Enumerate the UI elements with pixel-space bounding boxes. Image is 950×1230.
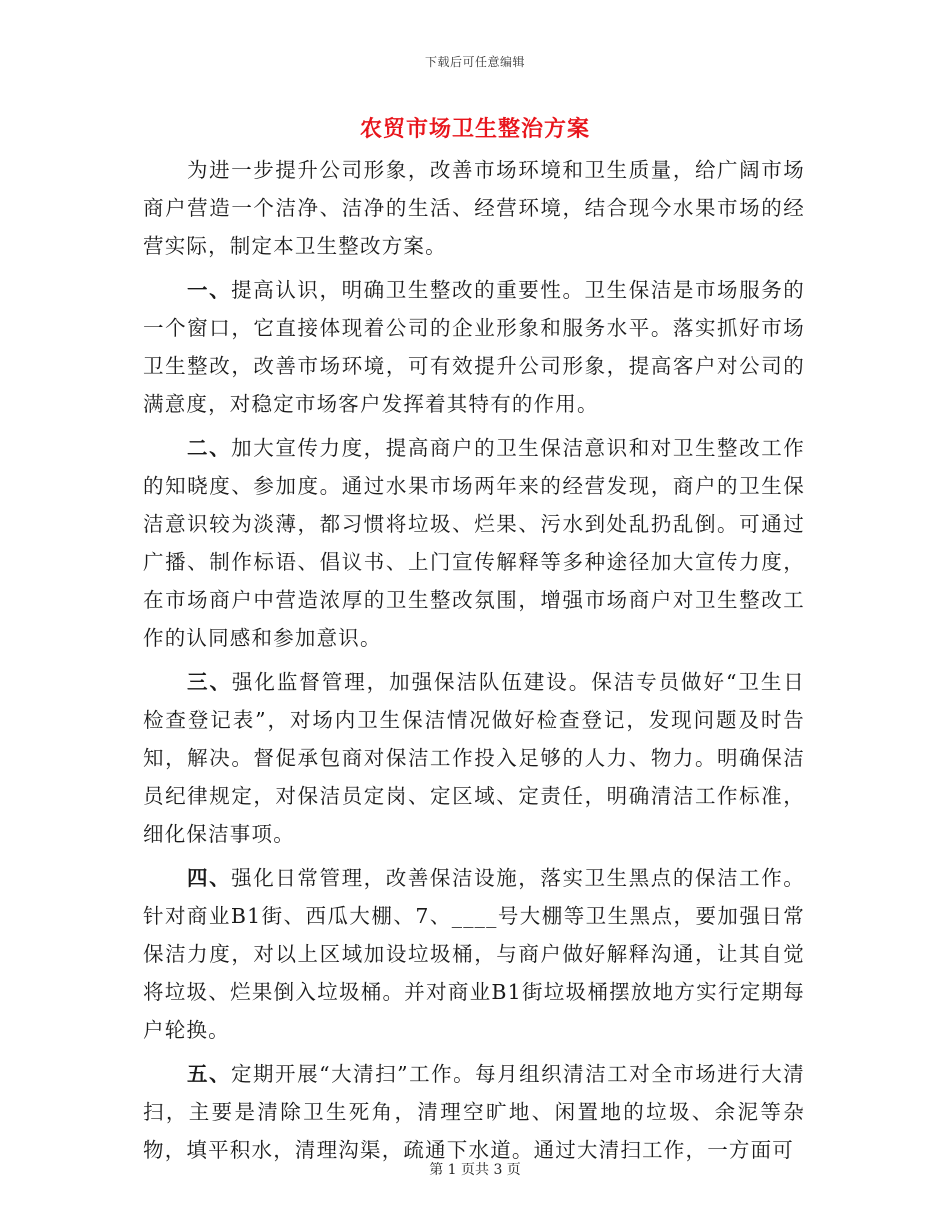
section-text: 加大宣传力度，提高商户的卫生保洁意识和对卫生整改工作的知晓度、参加度。通过水果市场两年来的经营发现，商户的卫生保洁意识较为淡薄，都习惯将垃圾、烂果、污水到处乱扔乱倒。可通过广播、制作标语、倡议书、上门宣传解释等多种途径加大宣传力度，在市场商户中营造浓厚的卫生整改氛围，增强市场商户对卫生整改工作的认同感和参加意识。 [143, 436, 805, 650]
page-number: 第 1 页共 3 页 [429, 1162, 521, 1178]
document-body [143, 151, 805, 1175]
section-number: 二、 [187, 436, 232, 460]
section-number: 四、 [187, 866, 232, 890]
section-paragraph [143, 271, 805, 423]
intro-paragraph: 为进一步提升公司形象，改善市场环境和卫生质量，给广阔市场商户营造一个洁净、洁净的生活、经营环境，结合现今水果市场的经营实际，制定本卫生整改方案。 [143, 158, 805, 258]
document-title: 农贸市场卫生整治方案 [359, 116, 590, 142]
page-header-note: 下载后可任意编辑 [424, 55, 525, 69]
section-paragraph [143, 663, 805, 853]
section-paragraph [143, 859, 805, 1049]
section-text: 强化日常管理，改善保洁设施，落实卫生黑点的保洁工作。针对商业B1街、西瓜大棚、7、____号大棚等卫生黑点，要加强日常保洁力度，对以上区域加设垃圾桶，与商户做好解释沟通，让其自觉将垃圾、烂果倒入垃圾桶。并对商业B1街垃圾桶摆放地方实行定期每户轮换。 [143, 866, 805, 1042]
section-number: 三、 [187, 670, 232, 694]
section-number: 一、 [187, 278, 232, 302]
section-text: 定期开展“大清扫”工作。每月组织清洁工对全市场进行大清扫，主要是清除卫生死角，清理空旷地、闲置地的垃圾、余泥等杂物，填平积水，清理沟渠，疏通下水道。通过大清扫工作，一方面可 [143, 1062, 806, 1162]
section-number: 五、 [187, 1062, 232, 1086]
section-text: 强化监督管理，加强保洁队伍建设。保洁专员做好“卫生日检查登记表”，对场内卫生保洁情况做好检查登记，发现问题及时告知，解决。督促承包商对保洁工作投入足够的人力、物力。明确保洁员纪律规定，对保洁员定岗、定区域、定责任，明确清洁工作标准，细化保洁事项。 [143, 670, 805, 846]
section-paragraph [143, 429, 805, 657]
section-paragraph [143, 1055, 805, 1169]
section-text: 提高认识，明确卫生整改的重要性。卫生保洁是市场服务的一个窗口，它直接体现着公司的企业形象和服务水平。落实抓好市场卫生整改，改善市场环境，可有效提升公司形象，提高客户对公司的满意度，对稳定市场客户发挥着其特有的作用。 [143, 278, 805, 416]
